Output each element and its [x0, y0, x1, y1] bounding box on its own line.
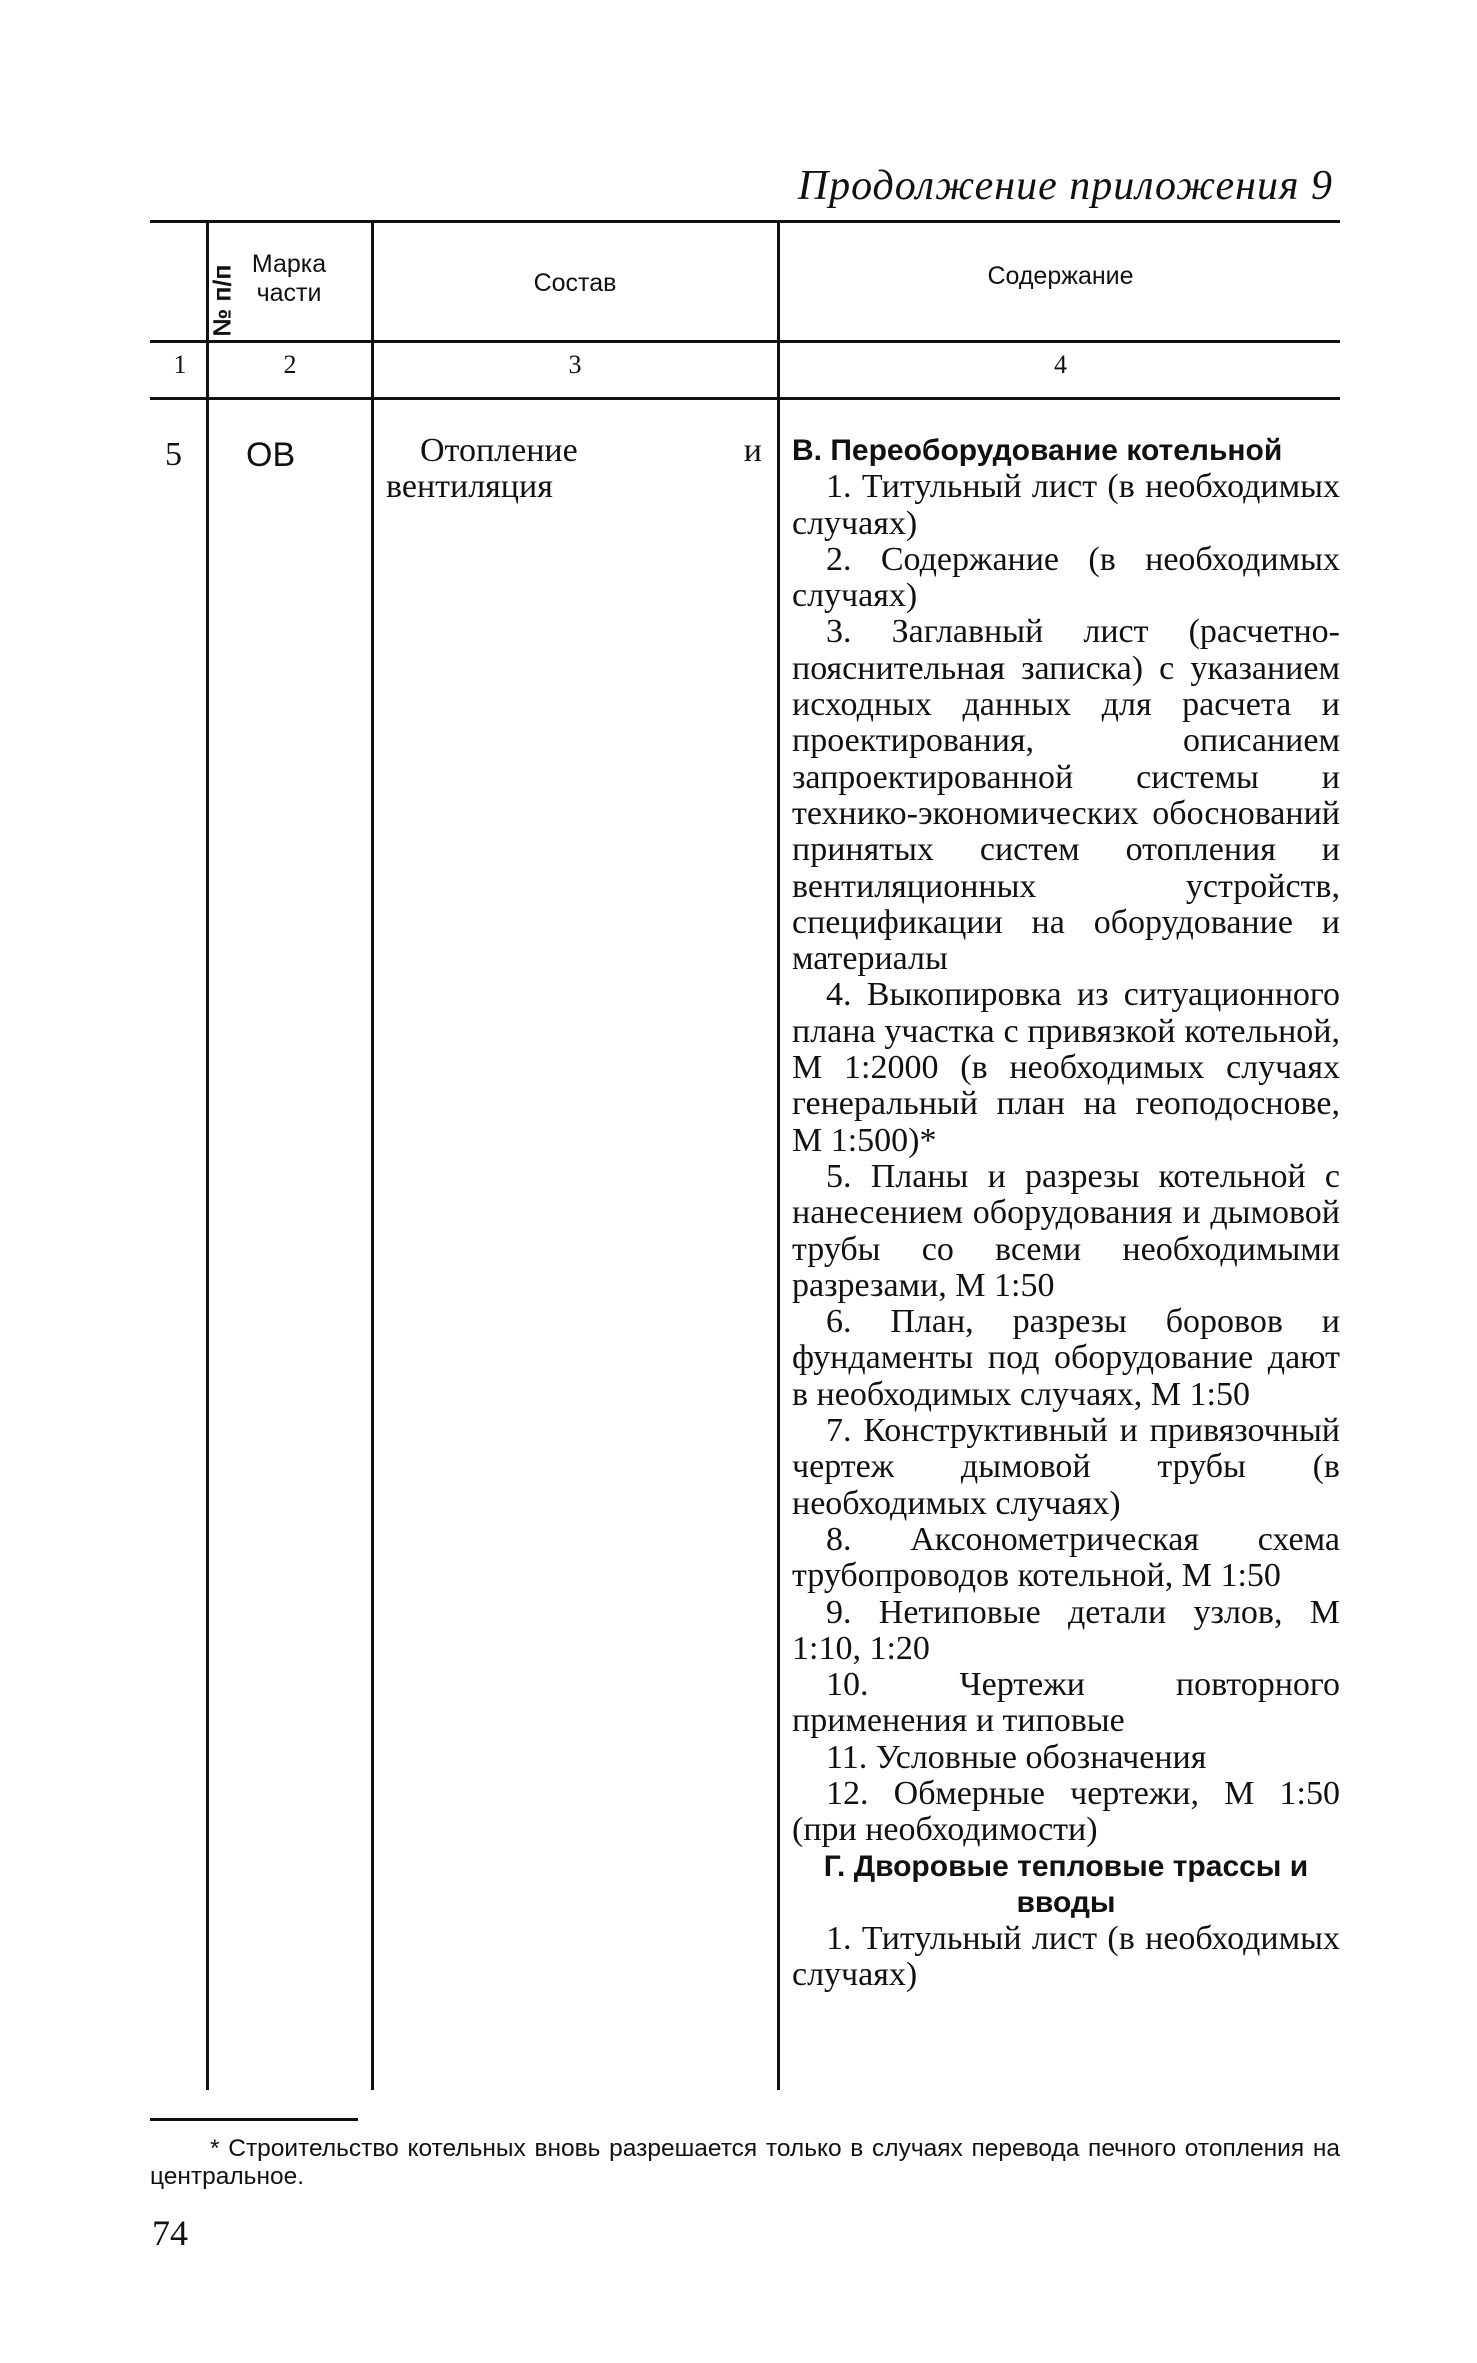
- content-item: 1. Титульный лист (в необходимых случаях): [792, 468, 1340, 542]
- column-divider-3: [777, 222, 780, 2090]
- row-content: [792, 433, 1340, 1994]
- column-number-1: 1: [173, 350, 187, 379]
- column-divider-1: [206, 222, 209, 2090]
- header-number: № п/п: [208, 264, 237, 337]
- column-divider-2: [371, 222, 374, 2090]
- header-composition: Состав: [533, 269, 617, 297]
- header-bottom-rule: [150, 340, 1340, 343]
- content-item: 10. Чертежи повторного применения и типовые: [792, 1666, 1340, 1740]
- content-item: 9. Нетиповые детали узлов, М 1:10, 1:20: [792, 1593, 1340, 1667]
- content-item: 6. План, разрезы боровов и фундаменты под оборудование дают в необходимых случаях, М 1:50: [792, 1303, 1340, 1413]
- footnote-rule: [150, 2118, 358, 2121]
- column-number-2: 2: [283, 350, 297, 379]
- content-item: 4. Выкопировка из ситуационного плана участка с привязкой котельной, М 1:2000 (в необходимых случаях генеральный план на геоподоснове, М 1:500)*: [792, 976, 1340, 1159]
- colnum-bottom-rule: [150, 397, 1340, 400]
- page-number: 74: [152, 2213, 188, 2253]
- row-composition: Отопление и вентиляция: [386, 432, 762, 506]
- row-number: 5: [165, 436, 182, 473]
- column-number-4: 4: [1054, 350, 1067, 379]
- running-head: Продолжение приложения 9: [797, 163, 1333, 209]
- content-item: 2. Содержание (в необходимых случаях): [792, 540, 1340, 615]
- content-item: 8. Аксонометрическая схема трубопроводов котельной, М 1:50: [792, 1520, 1340, 1595]
- content-item: 1. Титульный лист (в необходимых случаях): [792, 1920, 1340, 1994]
- content-item: 11. Условные обозначения: [826, 1738, 1207, 1776]
- row-mark: ОВ: [246, 436, 296, 474]
- content-item: 3. Заглавный лист (расчетно-пояснительная записка) с указанием исходных данных для расчета и проектирования, описанием запроектированной системы и технико-экономических обоснований принятых систем отопления и вентиляционных устройств, спецификации на оборудование и материалы: [792, 613, 1340, 978]
- content-item: 7. Конструктивный и привязочный чертеж дымовой трубы (в необходимых случаях): [792, 1412, 1340, 1522]
- content-section-heading: В. Переоборудование котельной: [792, 434, 1283, 467]
- content-section-heading: Г. Дворовые тепловые трассы и вводы: [823, 1849, 1309, 1919]
- content-item: 12. Обмерные чертежи, М 1:50 (при необходимости): [792, 1774, 1340, 1849]
- column-number-3: 3: [568, 350, 582, 379]
- content-item: 5. Планы и разрезы котельной с нанесением оборудования и дымовой трубы со всеми необходимыми разрезами, М 1:50: [792, 1157, 1340, 1304]
- footnote-text: * Строительство котельных вновь разрешается только в случаях перевода печного отопления на центральное.: [150, 2135, 1340, 2190]
- header-content: Содержание: [987, 262, 1134, 290]
- header-mark: Марка части: [251, 250, 327, 307]
- footnote: [150, 2135, 1340, 2191]
- table-top-rule: [150, 220, 1340, 223]
